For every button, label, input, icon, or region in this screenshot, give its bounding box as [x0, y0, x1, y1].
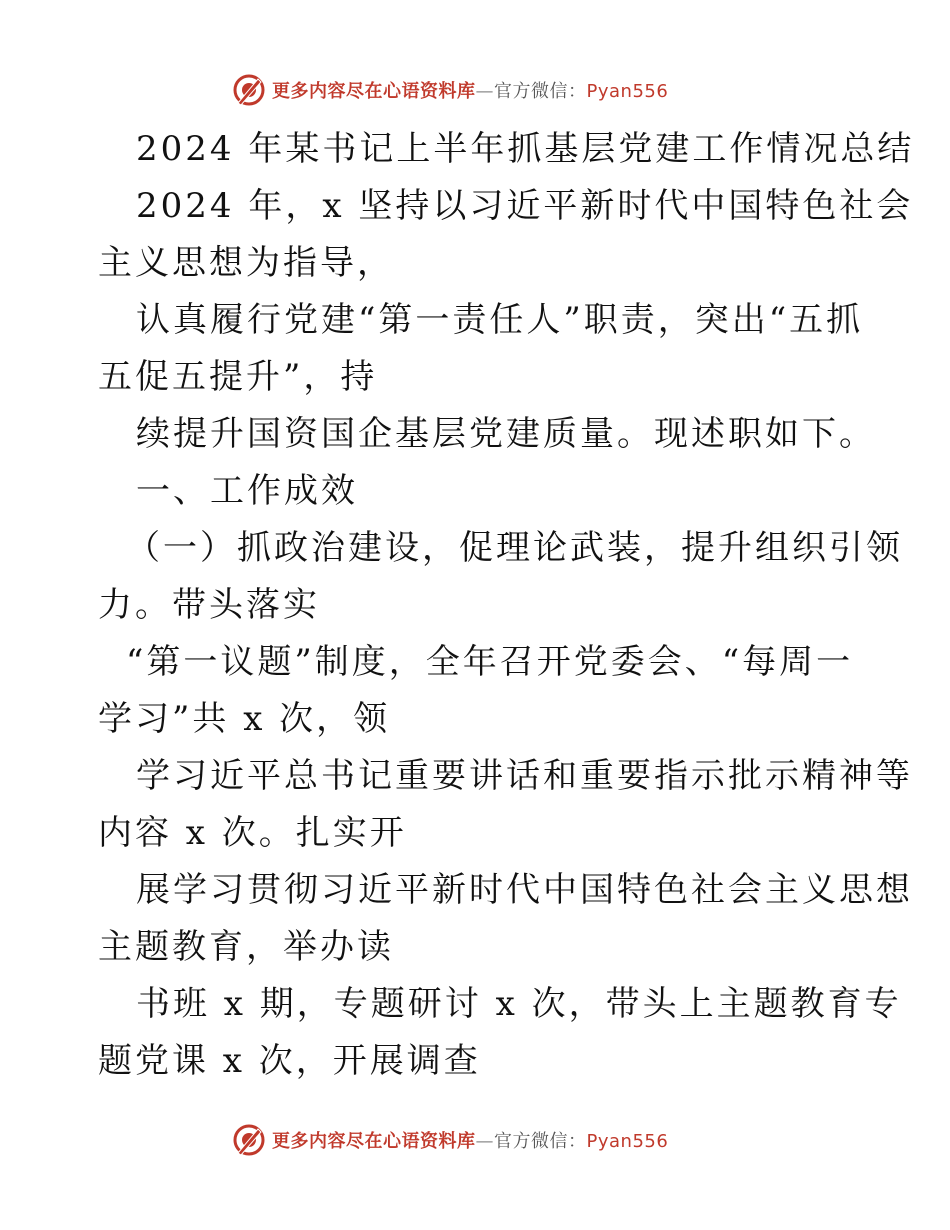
paragraph-line: 内容 x 次。扎实开	[98, 813, 407, 853]
document-body	[98, 124, 915, 1093]
banner-separator: —	[475, 1131, 494, 1152]
banner-wechat-id: Pyan556	[586, 1131, 669, 1152]
paragraph-line: 认真履行党建“第一责任人”职责，突出“五抓	[136, 300, 864, 340]
paragraph-line: 题党课 x 次，开展调查	[98, 1041, 481, 1081]
paragraph-line: “第一议题”制度，全年召开党委会、“每周一	[126, 642, 854, 682]
paragraph-line: 展学习贯彻习近平新时代中国特色社会主义思想	[136, 870, 913, 910]
quill-logo-icon	[232, 73, 266, 107]
header-watermark-banner	[232, 72, 668, 108]
paragraph-line: 五促五提升”，持	[98, 357, 378, 397]
banner-main-text: 更多内容尽在心语资料库	[272, 81, 476, 102]
paragraph-line: 2024 年，x 坚持以习近平新时代中国特色社会	[136, 186, 914, 226]
paragraph-line: 书班 x 期，专题研讨 x 次，带头上主题教育专	[136, 984, 902, 1024]
paragraph-line: 主义思想为指导，	[98, 243, 394, 283]
paragraph-line: 学习”共 x 次，领	[98, 699, 391, 739]
paragraph-line: 学习近平总书记重要讲话和重要指示批示精神等	[136, 756, 913, 796]
paragraph-line: 力。带头落实	[98, 585, 320, 625]
paragraph-line: 续提升国资国企基层党建质量。现述职如下。	[136, 414, 876, 454]
quill-logo-icon	[232, 1123, 266, 1157]
subsection-heading: （一）抓政治建设，促理论武装，提升组织引领	[126, 528, 903, 568]
document-title: 2024 年某书记上半年抓基层党建工作情况总结	[136, 129, 915, 169]
banner-wechat-id: Pyan556	[586, 81, 669, 102]
paragraph-line: 主题教育，举办读	[98, 927, 394, 967]
banner-label: 官方微信：	[494, 81, 587, 102]
banner-label: 官方微信：	[494, 1131, 587, 1152]
section-heading: 一、工作成效	[136, 471, 358, 511]
banner-separator: —	[475, 81, 494, 102]
footer-watermark-banner	[232, 1122, 668, 1158]
banner-main-text: 更多内容尽在心语资料库	[272, 1131, 476, 1152]
